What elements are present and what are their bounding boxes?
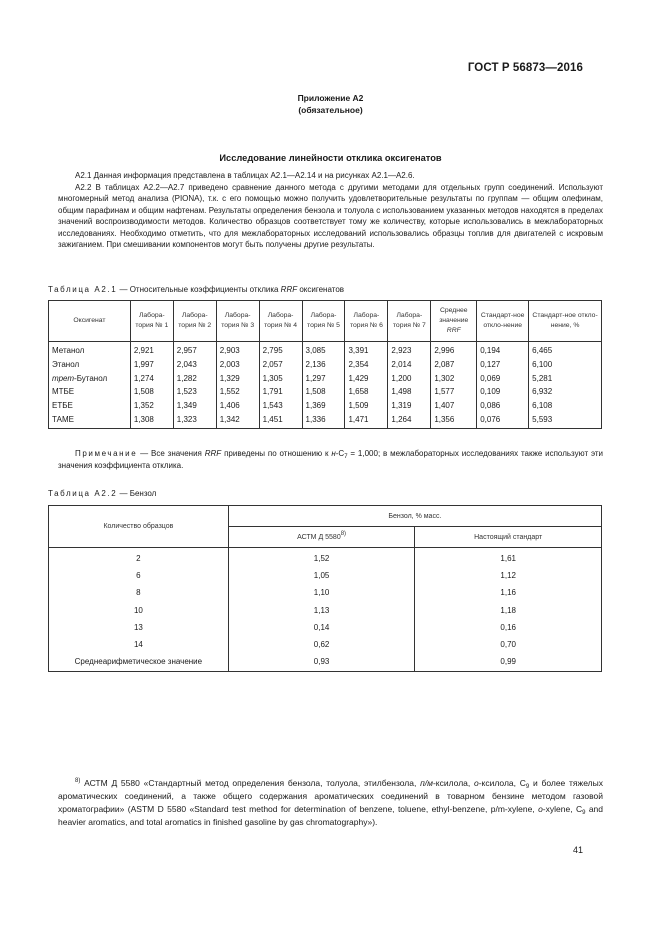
table-cell: 1,543	[259, 399, 302, 413]
footnote-italic: п/м	[420, 778, 433, 788]
table-cell: 1,352	[130, 399, 173, 413]
table-cell: 1,305	[259, 372, 302, 386]
footnote-text: and heavier aromatics, and total aromatics in finished gasoline by gas chromatography»).	[58, 804, 604, 827]
column-header: Лабора-тория № 3	[216, 301, 259, 342]
paragraph-a2-1: А2.1 Данная информация представлена в таблицах А2.1—А2.14 и на рисунках А2.1—А2.6.	[75, 171, 415, 180]
table-cell-std: 0,16	[415, 619, 602, 636]
table-cell: 1,429	[345, 372, 388, 386]
column-header: Стандарт-ное откло-нение, %	[529, 301, 602, 342]
column-header: Лабора-тория № 2	[173, 301, 216, 342]
oxygenate-name	[49, 342, 131, 358]
table-header-row	[49, 301, 602, 342]
table-cell: 1,349	[173, 399, 216, 413]
table-cell: 0,194	[477, 342, 529, 358]
table-row	[49, 636, 602, 653]
table-caption-rrf: RRF	[280, 285, 298, 294]
table-cell-astm: 0,93	[228, 653, 415, 672]
table-a2-2	[48, 505, 602, 672]
table-cell: 1,451	[259, 413, 302, 428]
table-caption-label: Таблица А2.1	[48, 285, 118, 294]
oxygenate-name	[49, 358, 131, 372]
column-header: Оксигенат	[49, 301, 131, 342]
table-a2-1	[48, 300, 602, 429]
note-rrf: RRF	[204, 449, 222, 458]
oxygenate-name	[49, 385, 131, 399]
column-header-rrf: RRF	[446, 327, 461, 334]
table-header-row	[49, 506, 602, 527]
table-row	[49, 342, 602, 358]
document-standard-id: ГОСТ Р 56873—2016	[467, 62, 583, 74]
table-cell: 3,391	[345, 342, 388, 358]
column-header: Лабора-тория № 4	[259, 301, 302, 342]
column-header: Лабора-тория № 7	[388, 301, 431, 342]
table-cell-count: 14	[49, 636, 229, 653]
table-cell: 2,136	[302, 358, 345, 372]
footnote-text: АСТМ Д 5580 «Стандартный метод определения бензола, толуола, этилбензола,	[80, 778, 421, 788]
footnote-italic: o	[538, 804, 543, 814]
table-cell: 1,523	[173, 385, 216, 399]
table-cell: 2,957	[173, 342, 216, 358]
table-cell: 0,076	[477, 413, 529, 428]
table-cell: 1,369	[302, 399, 345, 413]
table-cell: 1,356	[431, 413, 477, 428]
table-caption-tail: оксигенатов	[297, 285, 345, 294]
table-cell: 2,996	[431, 342, 477, 358]
table-row	[49, 358, 602, 372]
oxygenate-name-text: ТАМЕ	[52, 414, 74, 424]
table-row	[49, 413, 602, 428]
table-cell: 1,264	[388, 413, 431, 428]
table-cell-std: 0,70	[415, 636, 602, 653]
table-a2-1-caption	[48, 285, 344, 294]
table-cell: 6,108	[529, 399, 602, 413]
table-cell: 1,308	[130, 413, 173, 428]
table-caption-text: — Бензол	[117, 489, 157, 498]
footnote-text: -ксилола, С	[478, 778, 526, 788]
column-header-astm	[228, 527, 415, 548]
table-cell-count: Среднеарифметическое значение	[49, 653, 229, 672]
table-row	[49, 619, 602, 636]
footnote-mark: 8)	[75, 778, 81, 784]
column-header-text: Среднее значение	[439, 307, 469, 324]
table-cell-std: 1,61	[415, 548, 602, 568]
table-cell-astm: 0,14	[228, 619, 415, 636]
oxygenate-name	[49, 413, 131, 428]
footnote-text: и более тяжелых ароматических соединений, а также общего содержания ароматических соединений в товарном бензине методом газовой хроматографии» (ASTM D 5580 «Standard test method for determination of benzene, toluene, ethyl-benzene, p/m-xylene,	[58, 778, 603, 814]
table-cell: 2,795	[259, 342, 302, 358]
table-row	[49, 399, 602, 413]
table-cell: 2,923	[388, 342, 431, 358]
table-cell-astm: 1,10	[228, 584, 415, 601]
footnote-subscript: 9	[582, 810, 586, 816]
column-header: Лабора-тория № 6	[345, 301, 388, 342]
table-cell: 1,508	[130, 385, 173, 399]
table-cell-astm: 1,05	[228, 567, 415, 584]
table-cell-std: 0,99	[415, 653, 602, 672]
table-cell-count: 13	[49, 619, 229, 636]
note-n: н	[331, 449, 336, 458]
table-row	[49, 372, 602, 386]
table-cell: 1,342	[216, 413, 259, 428]
column-header-standard: Настоящий стандарт	[415, 527, 602, 548]
note-label: Примечание	[75, 449, 138, 458]
note-text: = 1,000; в межлабораторных исследованиях также используют эти значения коэффициента отклика.	[58, 449, 604, 470]
table-row	[49, 653, 602, 672]
table-cell: 2,354	[345, 358, 388, 372]
table-cell: 2,057	[259, 358, 302, 372]
oxygenate-name	[49, 372, 131, 386]
footnote-subscript: 9	[525, 784, 530, 790]
table-cell: 6,932	[529, 385, 602, 399]
table-cell: 2,087	[431, 358, 477, 372]
table-cell: 1,498	[388, 385, 431, 399]
footnote-text: -ксилола,	[432, 778, 474, 788]
table-cell: 0,109	[477, 385, 529, 399]
table-cell-count: 8	[49, 584, 229, 601]
oxygenate-name	[49, 399, 131, 413]
table-cell: 1,509	[345, 399, 388, 413]
footnote-italic: о	[473, 778, 479, 788]
column-header-count: Количество образцов	[49, 506, 229, 548]
note-text: -С	[335, 449, 345, 458]
table-cell: 1,791	[259, 385, 302, 399]
table-cell: 0,086	[477, 399, 529, 413]
table-cell: 6,100	[529, 358, 602, 372]
note-text: приведены по отношению к	[221, 449, 332, 458]
table-cell: 3,085	[302, 342, 345, 358]
table-cell: 2,921	[130, 342, 173, 358]
table-cell: 6,465	[529, 342, 602, 358]
table-cell-count: 10	[49, 602, 229, 619]
table-cell-std: 1,16	[415, 584, 602, 601]
table-cell-astm: 0,62	[228, 636, 415, 653]
appendix-title: Приложение А2	[297, 93, 364, 103]
table-cell-astm: 1,52	[228, 548, 415, 568]
table-cell-count: 6	[49, 567, 229, 584]
table-cell: 1,658	[345, 385, 388, 399]
table-cell: 0,127	[477, 358, 529, 372]
oxygenate-name-text: ЕТБЕ	[52, 401, 73, 411]
table-cell-count: 2	[49, 548, 229, 568]
oxygenate-name-prefix: трет	[52, 373, 75, 383]
table-cell: 1,319	[388, 399, 431, 413]
table-caption-text: — Относительные коэффициенты отклика	[117, 285, 281, 294]
oxygenate-name-text: МТБЕ	[52, 387, 75, 397]
table-cell-std: 1,18	[415, 602, 602, 619]
oxygenate-name-text: -Бутанол	[74, 373, 108, 383]
table-cell: 1,471	[345, 413, 388, 428]
table-cell: 1,407	[431, 399, 477, 413]
oxygenate-name-text: Метанол	[52, 346, 85, 355]
table-note	[58, 448, 603, 472]
table-cell: 1,508	[302, 385, 345, 399]
table-cell: 1,336	[302, 413, 345, 428]
table-row	[49, 548, 602, 568]
oxygenate-name-text: Этанол	[52, 359, 80, 369]
footnote-text: -xylene, C	[542, 804, 583, 814]
section-title: Исследование линейности отклика оксигенатов	[219, 153, 442, 163]
column-header: Стандарт-ное откло-нение	[477, 301, 529, 342]
table-cell: 2,043	[173, 358, 216, 372]
table-row	[49, 567, 602, 584]
table-cell: 2,903	[216, 342, 259, 358]
table-cell: 1,406	[216, 399, 259, 413]
body-text	[58, 170, 603, 251]
table-cell: 1,323	[173, 413, 216, 428]
note-text: — Все значения	[137, 449, 205, 458]
table-cell: 1,282	[173, 372, 216, 386]
table-cell: 0,069	[477, 372, 529, 386]
table-row	[49, 602, 602, 619]
footnote	[58, 777, 603, 829]
table-cell: 1,302	[431, 372, 477, 386]
table-cell: 1,200	[388, 372, 431, 386]
paragraph-a2-2: А2.2 В таблицах А2.2—А2.7 приведено сравнение данного метода с другими методами для отдельных групп соединений. Используют многомерный метод анализа (PIONA), т.к. с его помощью можно получить удовлетворительные результаты по группам — общим олефинам, общим парафинам и общим нафтенам. Результаты определения бензола и толуола с использованием указанных методов находятся в пределах значений воспроизводимости методов. Количество образцов соответствует тому же количеству, которые использовались в межлабораторных исследованиях. Необходимо отметить, что для межлабораторных исследований использовались образцы топлив для двигателей с искровым зажиганием. При смешивании компонентов могут быть получены другие результаты.	[58, 182, 603, 249]
table-cell: 1,577	[431, 385, 477, 399]
table-a2-2-caption	[48, 489, 156, 498]
column-header: Лабора-тория № 5	[302, 301, 345, 342]
appendix-status: (обязательное)	[298, 105, 363, 115]
table-cell-std: 1,12	[415, 567, 602, 584]
table-cell: 2,014	[388, 358, 431, 372]
table-cell-astm: 1,13	[228, 602, 415, 619]
table-cell: 2,003	[216, 358, 259, 372]
note-subscript: 7	[344, 454, 348, 460]
table-cell: 1,274	[130, 372, 173, 386]
page-number: 41	[572, 845, 583, 855]
column-header: Лабора-тория № 1	[130, 301, 173, 342]
table-cell: 5,593	[529, 413, 602, 428]
table-cell: 1,997	[130, 358, 173, 372]
astm-label: АСТМ Д 5580	[297, 533, 341, 541]
column-header	[431, 301, 477, 342]
table-cell: 1,297	[302, 372, 345, 386]
column-header-benzene: Бензол, % масс.	[228, 506, 601, 527]
footnote-ref: 8)	[340, 530, 347, 537]
table-cell: 1,552	[216, 385, 259, 399]
table-cell: 1,329	[216, 372, 259, 386]
appendix-heading	[0, 92, 661, 116]
table-row	[49, 385, 602, 399]
table-row	[49, 584, 602, 601]
table-caption-label: Таблица А2.2	[48, 489, 118, 498]
table-cell: 5,281	[529, 372, 602, 386]
